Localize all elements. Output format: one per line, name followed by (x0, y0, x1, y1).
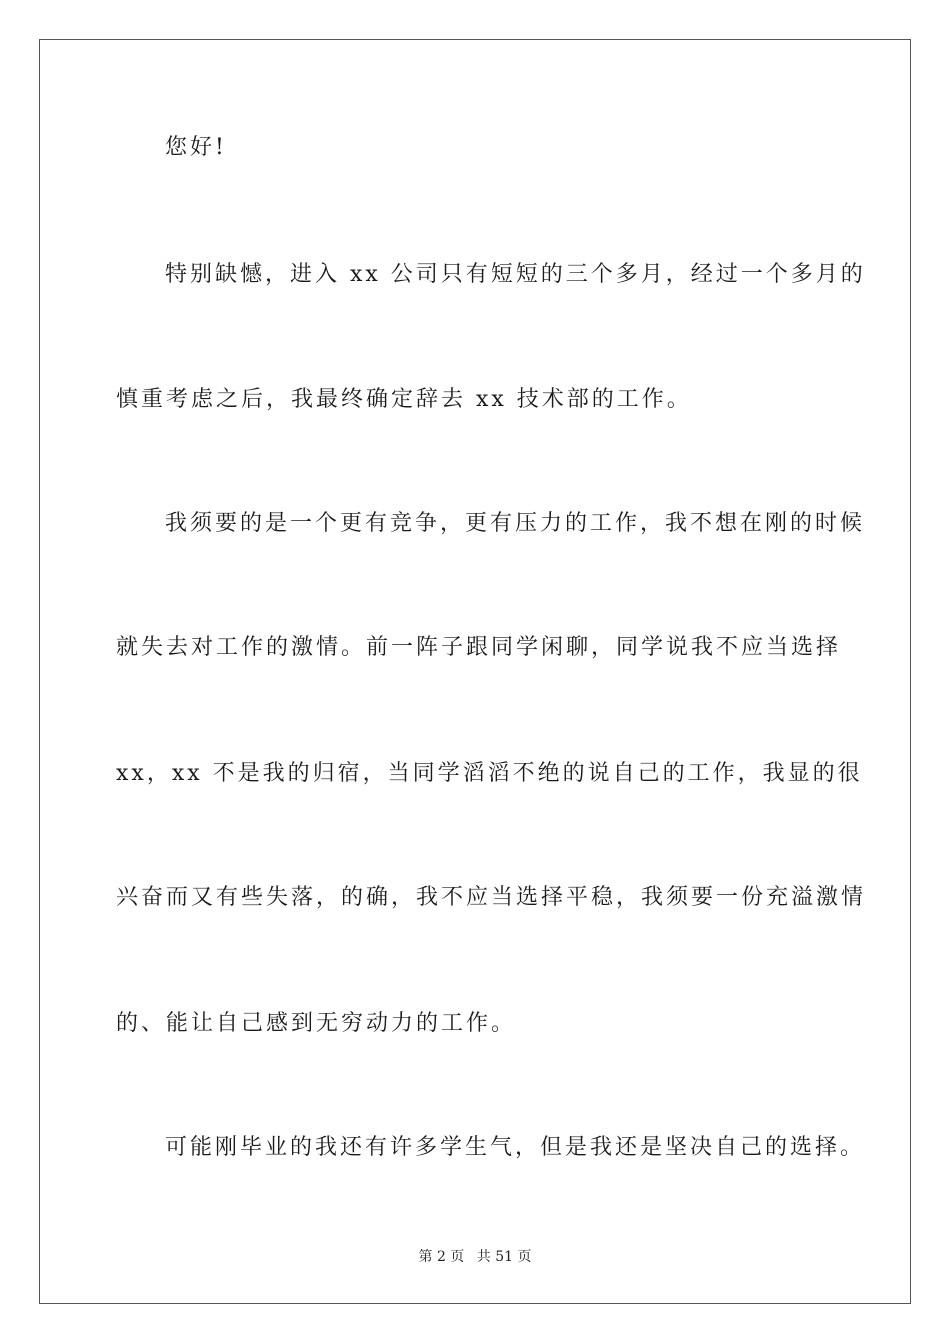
greeting-line: 您好! (165, 135, 227, 160)
paragraph-line: xx，xx 不是我的归宿，当同学滔滔不绝的说自己的工作，我显的很 (116, 761, 863, 786)
page-total: 共 51 页 (476, 1249, 532, 1265)
paragraph-line: 可能刚毕业的我还有许多学生气，但是我还是坚决自己的选择。 (165, 1135, 866, 1160)
paragraph-line: 我须要的是一个更有竞争，更有压力的工作，我不想在刚的时候 (165, 511, 866, 536)
paragraph-line: 的、能让自己感到无穷动力的工作。 (116, 1011, 517, 1036)
paragraph-line: 就失去对工作的激情。前一阵子跟同学闲聊，同学说我不应当选择 (116, 635, 842, 660)
page-border (39, 39, 911, 1304)
paragraph-line: 特别缺憾，进入 xx 公司只有短短的三个多月，经过一个多月的 (165, 262, 866, 287)
paragraph-line: 慎重考虑之后，我最终确定辞去 xx 技术部的工作。 (116, 387, 692, 412)
paragraph-line: 兴奋而又有些失落，的确，我不应当选择平稳，我须要一份充溢激情 (116, 885, 867, 910)
page-number: 第 2 页 (418, 1249, 465, 1265)
page-footer (0, 1247, 950, 1267)
